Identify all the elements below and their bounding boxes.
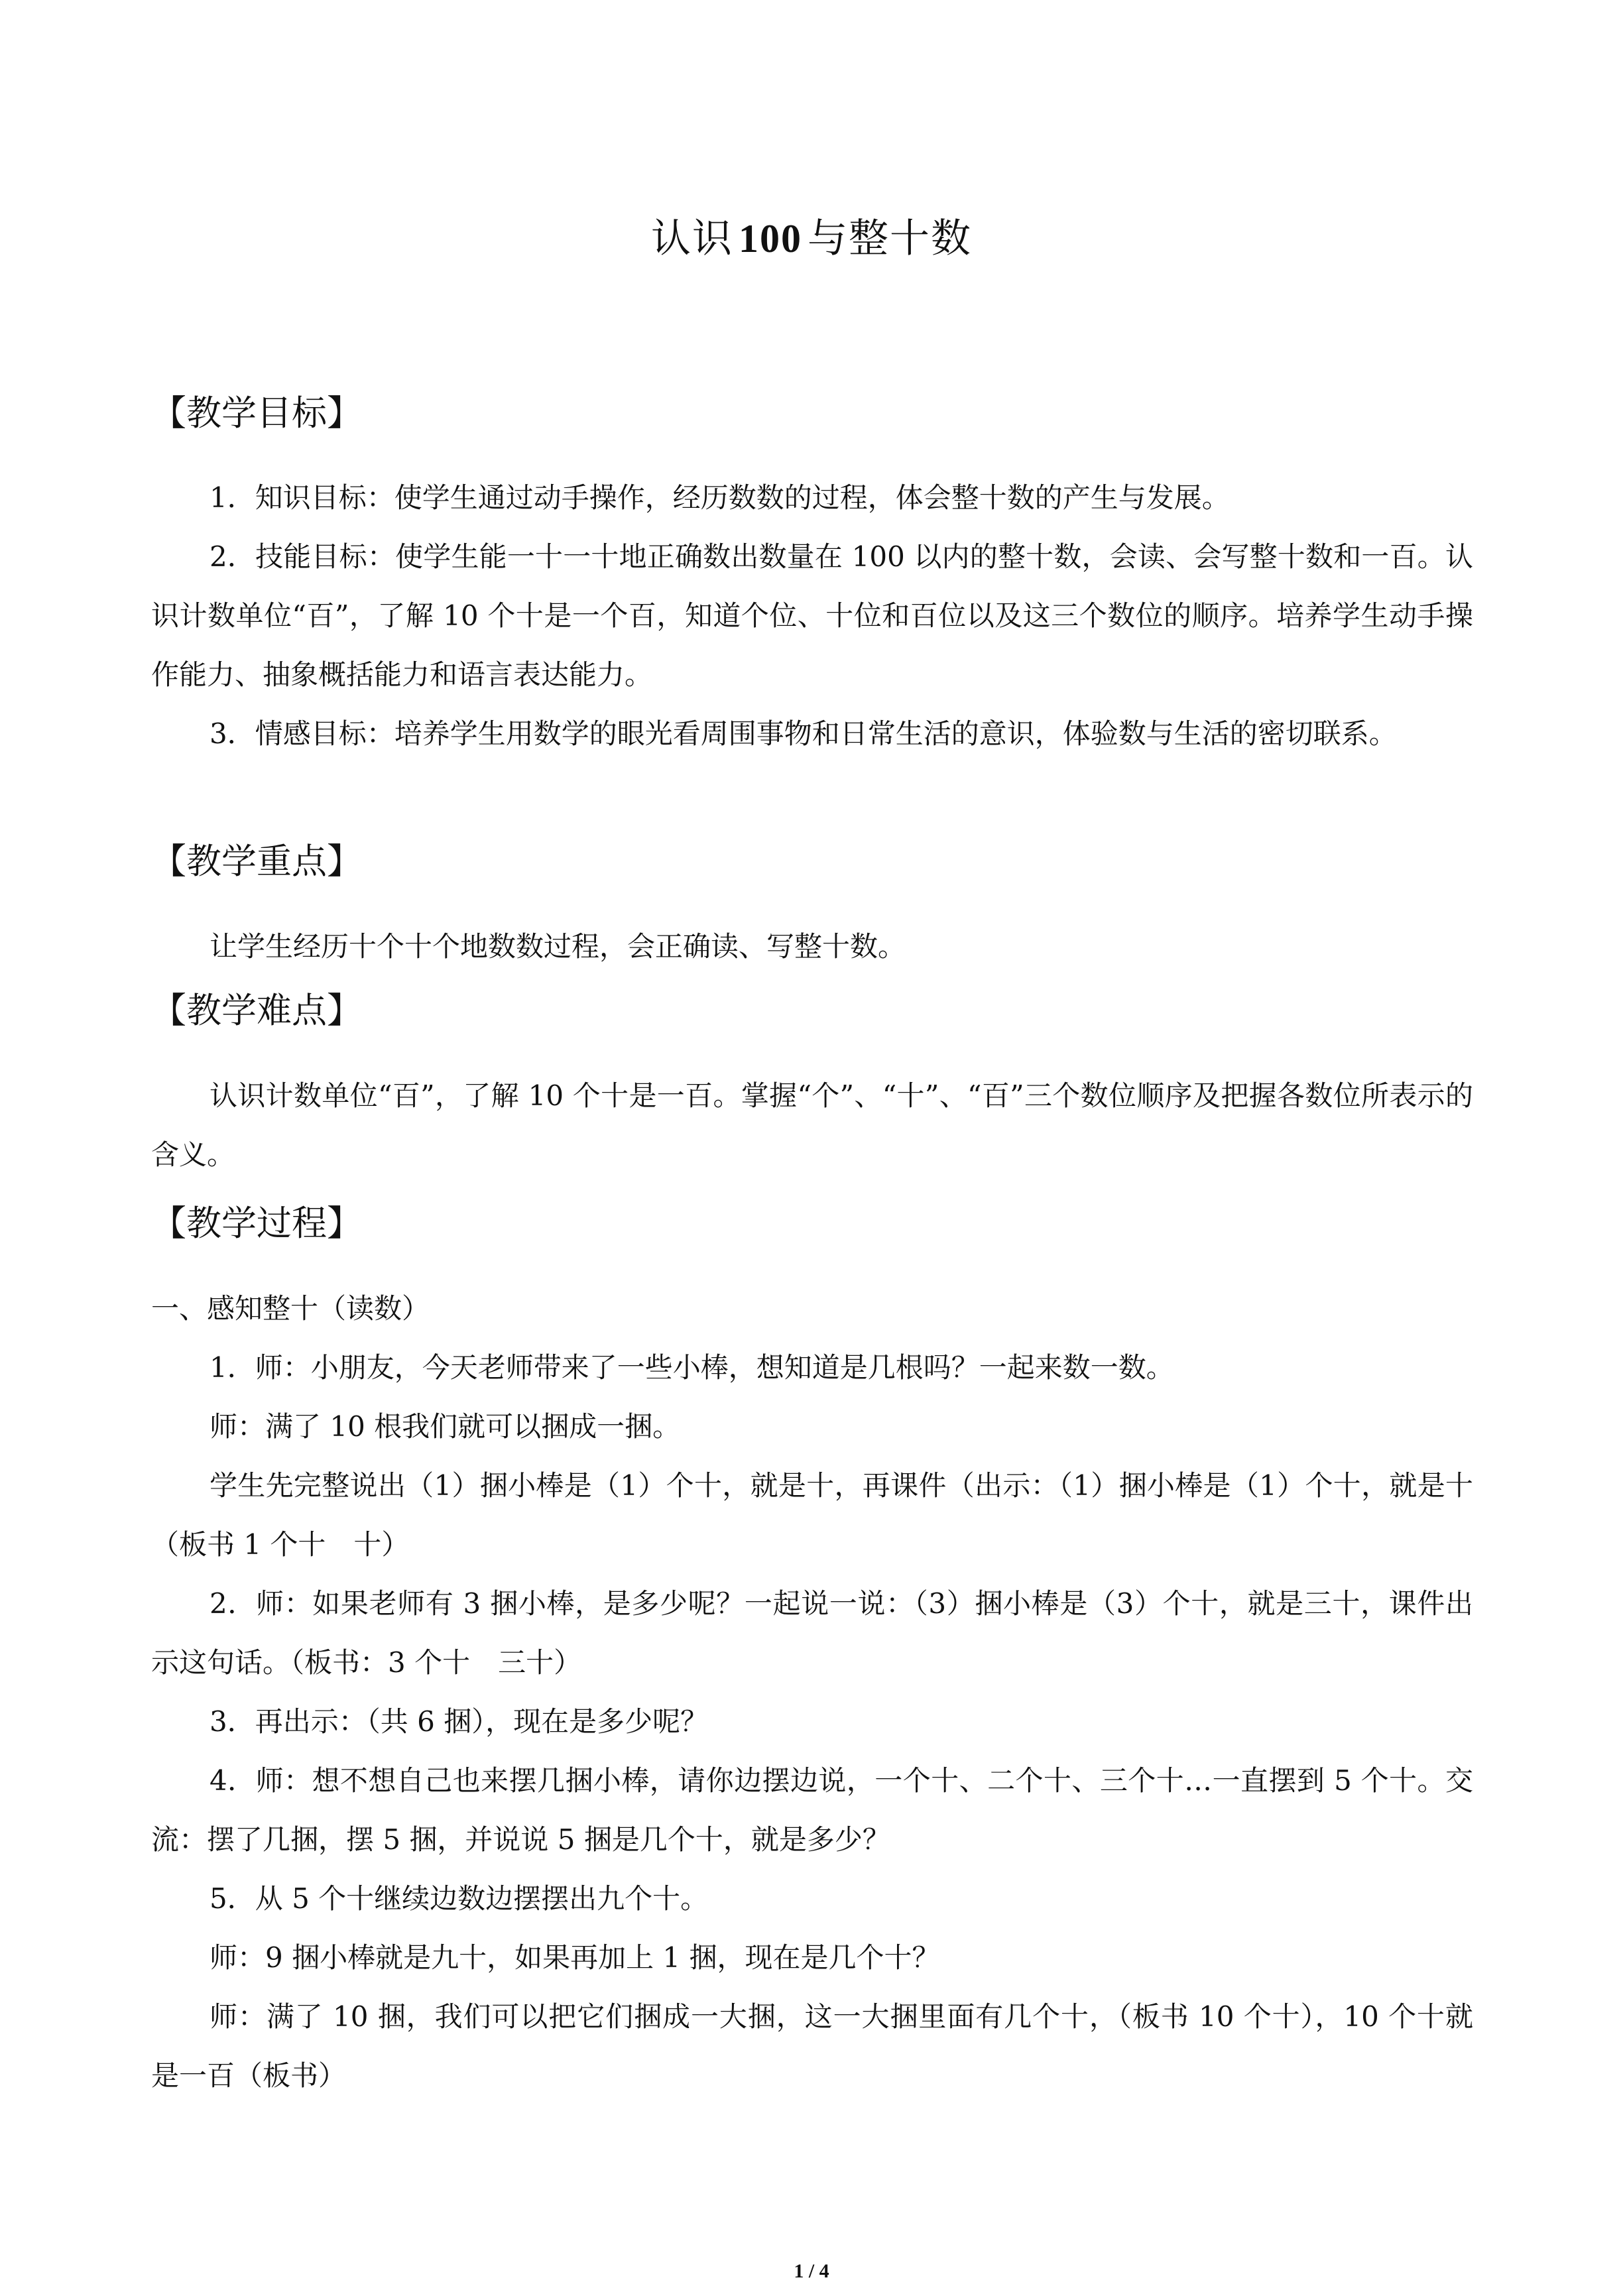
page-indicator: 1 / 4	[794, 2260, 829, 2282]
paragraph: 学生先完整说出（1）捆小棒是（1）个十，就是十，再课件（出示：（1）捆小棒是（1）个十，就是十（板书 1 个十 十）	[151, 1469, 1473, 1561]
title-prefix: 认识	[651, 215, 733, 262]
process-heading: 【教学过程】	[151, 1203, 362, 1244]
difficulty-text: 认识计数单位“百”，了解 10 个十是一百。掌握“个”、“十”、“百”三个数位顺序及把握各数位所表示的含义。	[151, 1079, 1473, 1171]
paragraph: 3．再出示：（共 6 捆），现在是多少呢？	[210, 1705, 709, 1738]
goal-2: 2．技能目标：使学生能一十一十地正确数出数量在 100 以内的整十数，会读、会写整十数和一百。认识计数单位“百”，了解 10 个十是一个百，知道个位、十位和百位以及这三个数位的顺序。培养学生动手操作能力、抽象概括能力和语言表达能力。	[151, 540, 1473, 691]
title-number: 100	[739, 217, 802, 261]
key-heading: 【教学重点】	[151, 841, 362, 882]
part-1-title: 一、感知整十（读数）	[151, 1292, 430, 1325]
difficulty-heading: 【教学难点】	[151, 991, 362, 1031]
paragraph: 师：满了 10 捆，我们可以把它们捆成一大捆，这一大捆里面有几个十，（板书 10 个十），10 个十就是一百（板书）	[151, 2000, 1473, 2092]
paragraph: 师：满了 10 根我们就可以捆成一捆。	[210, 1410, 681, 1443]
key-text: 让学生经历十个十个地数数过程，会正确读、写整十数。	[210, 930, 906, 963]
title-suffix: 与整十数	[808, 215, 972, 262]
goal-1: 1．知识目标：使学生通过动手操作，经历数数的过程，体会整十数的产生与发展。	[210, 481, 1230, 514]
page-title	[0, 212, 1623, 265]
goal-3: 3．情感目标：培养学生用数学的眼光看周围事物和日常生活的意识，体验数与生活的密切联系。	[210, 717, 1397, 750]
paragraph: 2．师：如果老师有 3 捆小棒，是多少呢？一起说一说：（3）捆小棒是（3）个十，就是三十，课件出示这句话。（板书：3 个十 三十）	[151, 1587, 1473, 1679]
paragraph: 师：9 捆小棒就是九十，如果再加上 1 捆，现在是几个十？	[210, 1941, 940, 1974]
paragraph: 4．师：想不想自己也来摆几捆小棒，请你边摆边说，一个十、二个十、三个十…一直摆到 5 个十。交流：摆了几捆，摆 5 捆，并说说 5 捆是几个十，就是多少？	[151, 1764, 1473, 1856]
paragraph: 1．师：小朋友，今天老师带来了一些小棒，想知道是几根吗？一起来数一数。	[210, 1351, 1174, 1384]
goals-heading: 【教学目标】	[151, 393, 362, 434]
paragraph: 5．从 5 个十继续边数边摆摆出九个十。	[210, 1882, 709, 1915]
